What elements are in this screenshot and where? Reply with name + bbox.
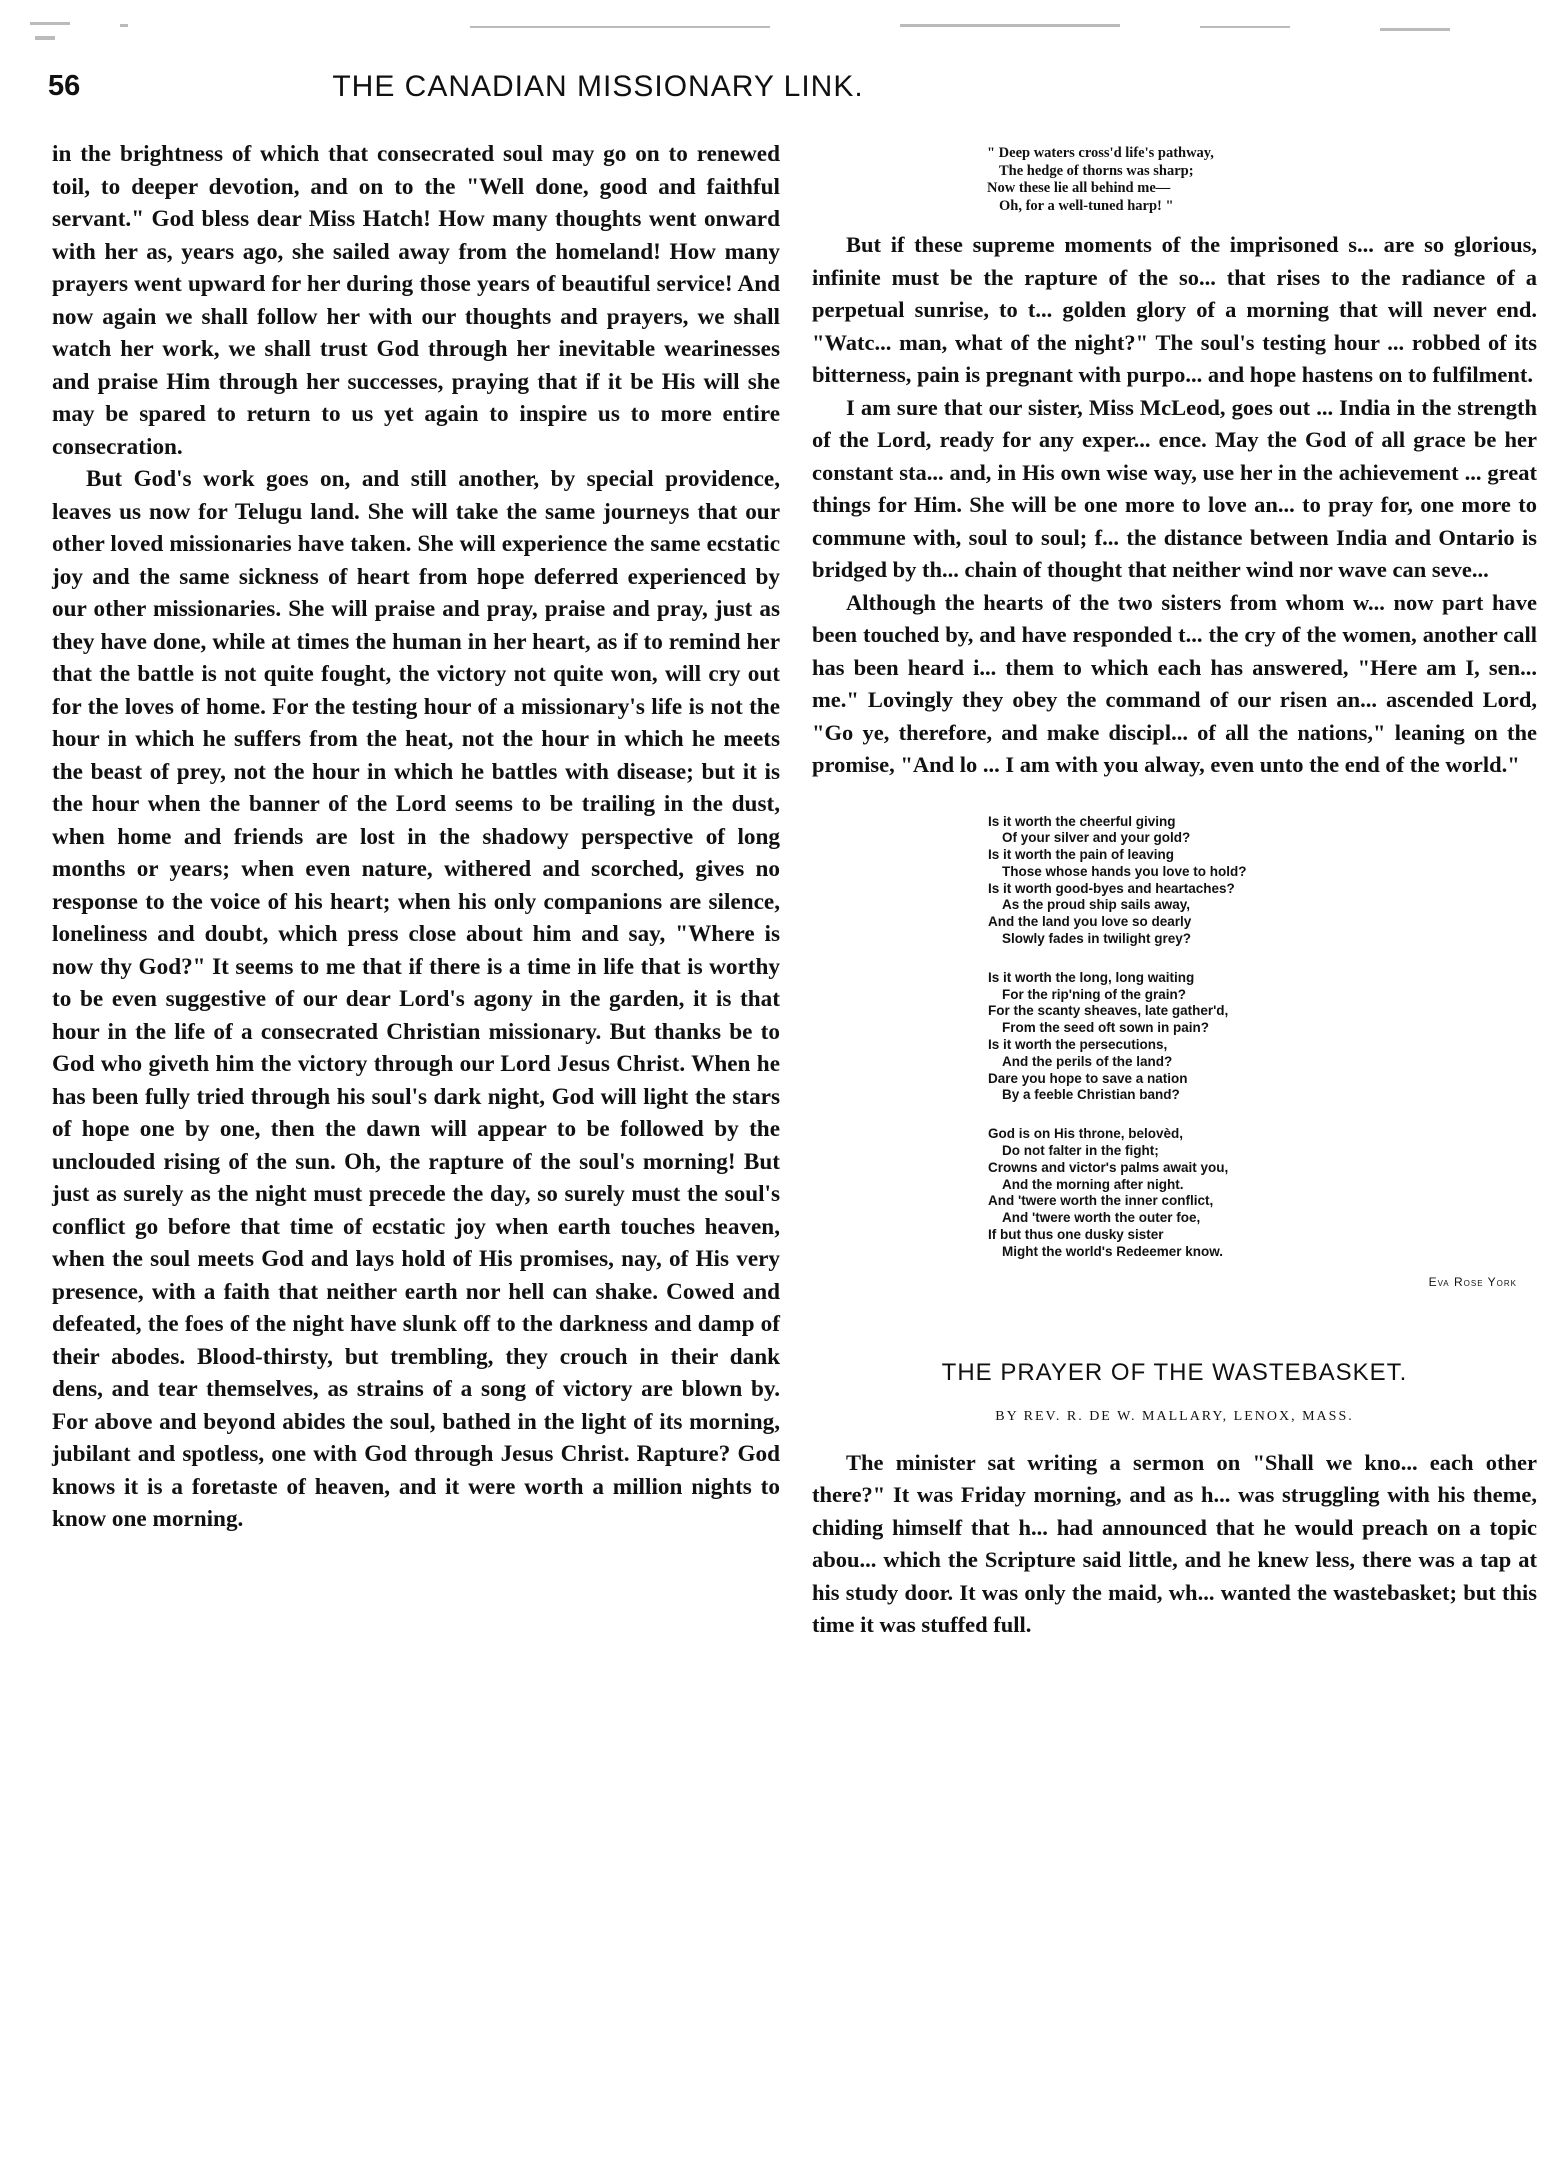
- poem-line: Is it worth the persecutions,: [988, 1037, 1168, 1053]
- poem-line: God is on His throne, belovèd,: [988, 1126, 1184, 1142]
- poem-line: And the land you love so dearly: [988, 914, 1192, 930]
- article-title: THE PRAYER OF THE WASTEBASKET.: [941, 1358, 1408, 1386]
- poem: [988, 814, 1537, 1289]
- poem-line: Slowly fades in twilight grey?: [1002, 931, 1192, 947]
- page-header: [48, 70, 1148, 114]
- epigraph-line: Oh, for a well-tuned harp! ": [999, 197, 1174, 214]
- poem-line: Is it worth the cheerful giving: [988, 813, 1176, 829]
- poem-line: For the rip'ning of the grain?: [1002, 986, 1186, 1002]
- epigraph-line: " Deep waters cross'd life's pathway,: [987, 145, 1214, 161]
- poem-stanza-3: [988, 1126, 1537, 1260]
- poem-line: Might the world's Redeemer know.: [1002, 1243, 1223, 1259]
- article-byline: BY REV. R. DE W. MALLARY, LENOX, MASS.: [995, 1408, 1354, 1424]
- poem-line: And 'twere worth the outer foe,: [1002, 1210, 1201, 1226]
- poem-line: By a feeble Christian band?: [1002, 1087, 1180, 1103]
- poem-line: Those whose hands you love to hold?: [1002, 863, 1247, 879]
- poem-line: For the scanty sheaves, late gather'd,: [988, 1003, 1229, 1019]
- poem-line: As the proud ship sails away,: [1002, 897, 1191, 913]
- poem-line: Is it worth good-byes and heartaches?: [988, 880, 1235, 896]
- poem-line: From the seed oft sown in pain?: [1002, 1020, 1210, 1036]
- poem-line: Is it worth the pain of leaving: [988, 847, 1175, 863]
- right-paragraph-2: I am sure that our sister, Miss McLeod, goes out ... India in the strength of the Lord, ready for any exper... ence. May the God of all grace be her constant sta... and, in His own wise way, use her in the achievement ... great things for Him. She will be one more to love an... to pray for, one more to commune with, soul to soul; f... the distance between India and Ontario is bridged by th... chain of thought that neither wind nor wave can seve...: [812, 394, 1537, 582]
- epigraph-line: Now these lie all behind me—: [987, 180, 1171, 196]
- right-column: [812, 145, 1537, 1642]
- poem-line: If but thus one dusky sister: [988, 1227, 1164, 1243]
- right-paragraph-1: But if these supreme moments of the imprisoned s... are so glorious, infinite must be the rapture of the so... that rises to the radiance of a perpetual sunrise, to t... golden glory of a morning that will never end. "Watc... man, what of the night?" The soul's testing hour ... robbed of its bitterness, pain is pregnant with purpo... and hope hastens on to fulfilment.: [812, 232, 1537, 387]
- running-title: THE CANADIAN MISSIONARY LINK.: [332, 70, 864, 103]
- poem-line: And the morning after night.: [1002, 1176, 1184, 1192]
- epigraph: [987, 145, 1537, 215]
- poem-line: Is it worth the long, long waiting: [988, 969, 1195, 985]
- poem-stanza-1: [988, 814, 1537, 948]
- left-paragraph-2: But God's work goes on, and still another, by special providence, leaves us now for Telugu land. She will take the same journeys that our other loved missionaries have taken. She will experience the same ecstatic joy and the same sickness of heart from hope deferred experienced by our other missionaries. She will praise and pray, praise and pray, just as they have done, while at times the human in her heart, as if to remind her that the battle is not quite fought, the victory not quite won, will cry out for the loves of home. For the testing hour of a missionary's life is not the hour in which he suffers from the heat, not the hour in which he meets the beast of prey, not the hour in which he battles with disease; but it is the hour when the banner of the Lord seems to be trailing in the dust, when home and friends are lost in the shadowy perspective of long months or years; when even nature, withered and scorched, gives no response to the voice of his heart; when his only companions are silence, loneliness and doubt, which press close about him and say, "Where is now thy God?" It seems to me that if there is a time in life that is worthy to be even suggestive of our dear Lord's agony in the garden, it is that hour in the life of a consecrated Christian missionary. But thanks be to God who giveth him the victory through our Lord Jesus Christ. When he has been fully tried through his soul's dark night, God will light the stars of hope one by one, then the dawn will appear to be followed by the unclouded rising of the sun. Oh, the rapture of the soul's morning! But just as surely as the night must precede the day, so surely must the soul's conflict go before that time of ecstatic joy when earth touches heaven, when the soul meets God and lays hold of His promises, nay, of His very presence, with a faith that neither earth nor hell can shake. Cowed and defeated, the foes of the night have slunk off to the darkness and damp of their abodes. Blood-thirsty, but trembling, they crouch in their dank dens, and tear themselves, as strains of a song of victory are blown by. For above and beyond abides the soul, bathed in the light of its morning, jubilant and spotless, one with God through Jesus Christ. Rapture? God knows it is a foretaste of heaven, and it were worth a million nights to know one morning.: [52, 466, 780, 1532]
- poem-line: Of your silver and your gold?: [1002, 830, 1191, 846]
- right-paragraph-3: Although the hearts of the two sisters from whom w... now part have been touched by, and have responded t... the cry of the women, another call has been heard i... them to which each has answered, "Here am I, sen... me." Lovingly they obey the command of our risen an... ascended Lord, "Go ye, therefore, and make discipl... of all the nations," leaning on the promise, "And lo ... I am with you alway, even unto the end of the world.": [812, 589, 1537, 777]
- left-paragraph-1: in the brightness of which that consecrated soul may go on to renewed toil, to deeper devotion, and on to the "Well done, good and faithful servant." God bless dear Miss Hatch! How many thoughts went onward with her as, years ago, she sailed away from the homeland! How many prayers went upward for her during those years of beautiful service! And now again we shall follow her with our thoughts and prayers, we shall watch her work, we shall trust God through her inevitable wearinesses and praise Him through her successes, praying that if it be His will she may be spared to return to us yet again to inspire us to more entire consecration.: [52, 141, 780, 460]
- epigraph-line: The hedge of thorns was sharp;: [999, 162, 1194, 179]
- page-number: 56: [48, 70, 81, 102]
- poem-line: Do not falter in the fight;: [1002, 1143, 1159, 1159]
- poem-line: And 'twere worth the inner conflict,: [988, 1193, 1214, 1209]
- poem-stanza-2: [988, 970, 1537, 1104]
- poem-line: And the perils of the land?: [1002, 1053, 1173, 1069]
- poem-line: Dare you hope to save a nation: [988, 1070, 1188, 1086]
- scan-noise-top: [0, 0, 1559, 60]
- article-paragraph-1: The minister sat writing a sermon on "Shall we kno... each other there?" It was Friday morning, and as h... was struggling with his theme, chiding himself that h... had announced that he would preach on a topic abou... which the Scripture said little, and he knew less, there was a tap at his study door. It was only the maid, wh... wanted the wastebasket; but this time it was stuffed full.: [812, 1449, 1537, 1638]
- left-column: [52, 138, 780, 1536]
- poem-author: Eva Rose York: [1428, 1274, 1517, 1289]
- poem-line: Crowns and victor's palms await you,: [988, 1159, 1229, 1175]
